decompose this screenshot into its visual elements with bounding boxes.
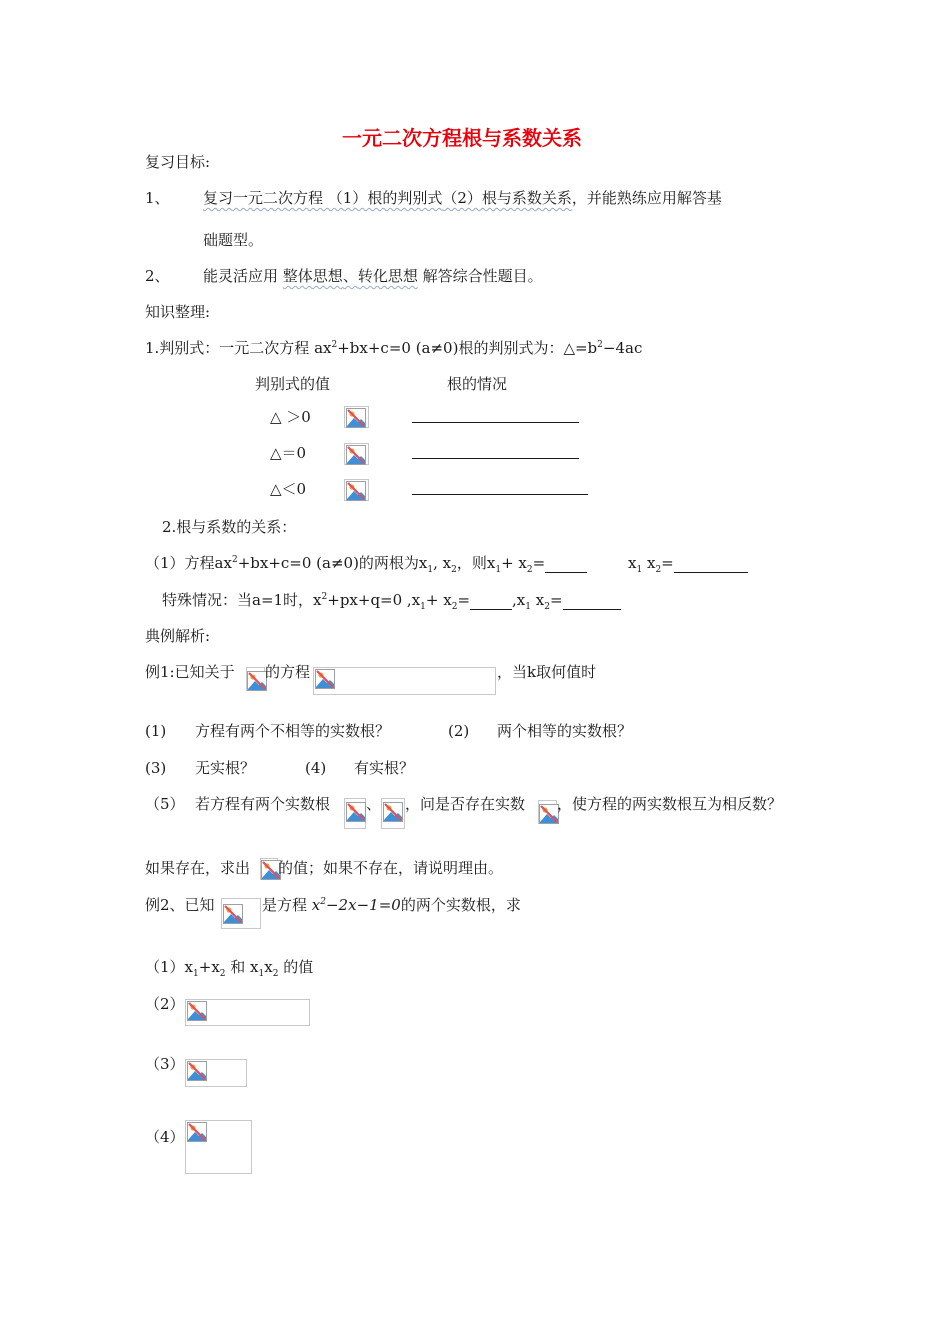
- example1-intro-c: ，当k取何值时: [497, 663, 597, 681]
- disc-c: +bx+c=0 (a≠0)根的判别式为：△=b: [337, 339, 598, 357]
- p1-g: x: [264, 958, 273, 976]
- examples-heading: 典例解析:: [145, 627, 211, 645]
- image-placeholder: [344, 798, 366, 829]
- rel1-b: 2: [231, 555, 238, 565]
- broken-image-icon: [346, 802, 366, 822]
- review-item2-part-c: 转化思想: [357, 267, 418, 285]
- p1-b: 1: [193, 969, 199, 979]
- rel1-a: （1）方程ax: [145, 554, 232, 572]
- relation-line1: [145, 553, 587, 573]
- review-item1-continued: 础题型。: [203, 231, 264, 249]
- q3-text: 无实根？: [195, 759, 256, 777]
- ex2-b: 是方程: [262, 896, 312, 914]
- part3-label: （3）: [145, 1055, 185, 1073]
- rel1-i: + x: [501, 554, 527, 572]
- ex2-eq-e: −1=0: [356, 896, 401, 914]
- answer-blank: [563, 593, 621, 610]
- spec-l: =: [549, 591, 563, 609]
- image-placeholder: [381, 798, 405, 829]
- image-placeholder: [260, 858, 278, 880]
- q5-text-b: 、: [366, 795, 382, 813]
- p1-d: 2: [219, 969, 226, 979]
- p1-f: 1: [258, 969, 265, 979]
- spec-f: 2: [451, 602, 458, 612]
- answer-blank: [412, 422, 579, 423]
- p1-c: +x: [198, 958, 220, 976]
- answer-blank: [674, 556, 748, 573]
- disc-d: 2: [597, 340, 603, 350]
- table-head-left: 判别式的值: [255, 375, 331, 393]
- p1-h: 2: [272, 969, 279, 979]
- rel1-f: 2: [451, 565, 457, 575]
- ex2-eq-a: x: [311, 896, 321, 914]
- rel1-p: =: [661, 554, 674, 572]
- rel1-k: =: [532, 554, 546, 572]
- spec-e: + x: [425, 591, 452, 609]
- q2-text: 两个相等的实数根？: [497, 722, 633, 740]
- ex2-c: 的两个实数根，求: [400, 896, 521, 914]
- example2-intro-a: 例2、已知: [145, 896, 215, 914]
- disc-row3-label: △＜0: [270, 480, 307, 498]
- spec-b: 2: [321, 592, 328, 602]
- q4-number: (4): [305, 759, 327, 777]
- part2-label: （2）: [145, 995, 185, 1013]
- example2-intro-b: [262, 895, 521, 915]
- broken-image-icon: [346, 445, 366, 465]
- example1-intro-b: 的方程: [265, 663, 311, 681]
- q1-text: 方程有两个不相等的实数根？: [195, 722, 391, 740]
- review-item1-number: 1、: [145, 189, 170, 207]
- broken-image-icon: [187, 1061, 207, 1081]
- equation-image-placeholder: [313, 667, 496, 695]
- equation-image-placeholder: [185, 1120, 252, 1174]
- disc-a: 1.判别式：一元二次方程 ax: [145, 339, 332, 357]
- special-case-line: [162, 590, 621, 610]
- review-item1-part-a: 复习一元二次方程 （1）根的判别式: [203, 189, 443, 207]
- review-item1: [203, 188, 722, 208]
- q5-text-d: ，使方程的两实数根互为相反数？: [557, 795, 783, 813]
- q5-text-a: 若方程有两个实数根: [195, 795, 331, 813]
- spec-g: =: [457, 591, 471, 609]
- broken-image-icon: [383, 802, 403, 822]
- rel1-j: 2: [526, 565, 533, 575]
- spec-a: 特殊情况：当a=1时，x: [162, 591, 322, 609]
- page-title: 一元二次方程根与系数关系: [342, 126, 582, 150]
- answer-blank: [412, 494, 588, 495]
- disc-b: 2: [331, 340, 338, 350]
- relation-heading: 2.根与系数的关系：: [162, 518, 297, 536]
- answer-blank: [412, 458, 579, 459]
- p1-i: 的值: [278, 958, 314, 976]
- discriminant-line: [145, 338, 642, 358]
- image-placeholder: [344, 443, 369, 465]
- answer-blank: [545, 556, 587, 573]
- knowledge-heading: 知识整理:: [145, 303, 211, 321]
- broken-image-icon: [187, 1122, 207, 1142]
- rel1-n: x: [642, 554, 656, 572]
- q5-continued-b: 的值；如果不存在，请说明理由。: [278, 859, 504, 877]
- spec-h: ,x: [512, 591, 526, 609]
- disc-row1-label: △ ＞0: [270, 408, 311, 426]
- review-item2-number: 2、: [145, 267, 170, 285]
- rel1-l: x: [628, 554, 637, 572]
- image-placeholder: [538, 800, 557, 824]
- answer-blank: [470, 593, 512, 610]
- image-placeholder: [344, 479, 369, 501]
- relation-line1-product: [628, 553, 748, 573]
- equation-image-placeholder: [185, 999, 310, 1026]
- q5-number: （5）: [145, 795, 185, 813]
- part1-line: [145, 957, 313, 977]
- spec-i: 1: [525, 602, 531, 612]
- broken-image-icon: [247, 671, 267, 691]
- rel1-g: ，则x: [456, 554, 496, 572]
- broken-image-icon: [223, 904, 243, 924]
- review-item2-part-d: 解答综合性题目。: [422, 267, 543, 285]
- rel1-m: 1: [636, 565, 643, 575]
- ex2-eq-b: 2: [320, 897, 326, 907]
- spec-c: +px+q=0 ,x: [327, 591, 421, 609]
- example1-intro-a: 例1:已知关于: [145, 663, 235, 681]
- broken-image-icon: [346, 408, 366, 428]
- review-item1-part-b: （2）根与系数关系: [442, 189, 572, 207]
- equation-image-placeholder: [185, 1059, 247, 1087]
- broken-image-icon: [315, 669, 335, 689]
- q5-continued-a: 如果存在，求出: [145, 859, 251, 877]
- q4-text: 有实根？: [354, 759, 415, 777]
- q5-text-c: ，问是否存在实数: [405, 795, 526, 813]
- p1-e: 和 x: [225, 958, 259, 976]
- review-item2-part-a: 能灵活应用: [203, 267, 279, 285]
- ex2-eq-c: −2: [325, 896, 349, 914]
- spec-j: x: [530, 591, 545, 609]
- broken-image-icon: [187, 1001, 207, 1021]
- rel1-o: 2: [655, 565, 662, 575]
- rel1-e: , x: [433, 554, 452, 572]
- review-heading: 复习目标:: [145, 153, 211, 171]
- review-item2-sep: 、: [342, 267, 358, 285]
- p1-a: （1）x: [145, 958, 194, 976]
- disc-row2-label: △＝0: [270, 444, 307, 462]
- rel1-d: 1: [427, 565, 434, 575]
- broken-image-icon: [346, 481, 366, 501]
- review-item1-part-c: ，并能熟练应用解答基: [571, 189, 722, 207]
- ex2-eq-d: x: [348, 896, 357, 914]
- rel1-h: 1: [495, 565, 502, 575]
- disc-e: −4ac: [602, 339, 643, 357]
- image-placeholder: [344, 406, 369, 428]
- part4-label: （4）: [145, 1128, 185, 1146]
- q3-number: (3): [145, 759, 167, 777]
- image-placeholder: [246, 667, 265, 691]
- q2-number: (2): [448, 722, 470, 740]
- table-head-right: 根的情况: [447, 375, 508, 393]
- image-placeholder: [221, 898, 261, 929]
- review-item2-part-b: 整体思想: [282, 267, 343, 285]
- rel1-c: +bx+c=0 (a≠0)的两根为x: [237, 554, 428, 572]
- spec-d: 1: [420, 602, 426, 612]
- q1-number: (1): [145, 722, 167, 740]
- spec-k: 2: [544, 602, 550, 612]
- review-item2: [203, 266, 543, 286]
- broken-image-icon: [539, 804, 559, 824]
